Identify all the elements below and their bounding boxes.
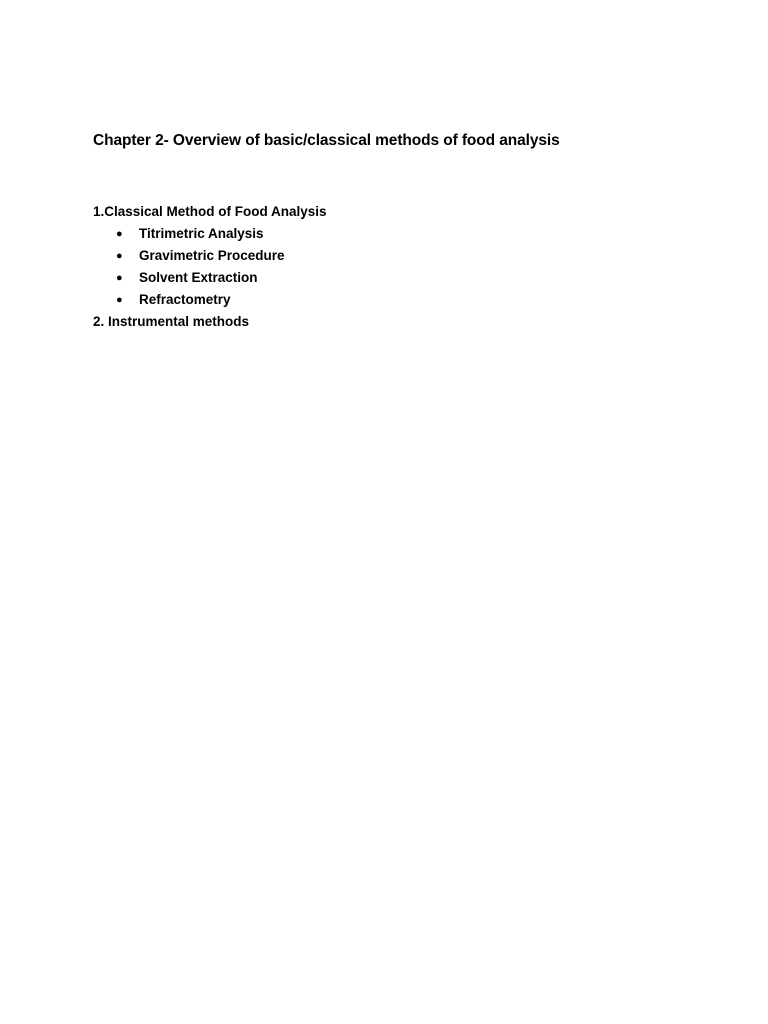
document-body	[93, 201, 327, 333]
bullet-icon: ●	[116, 250, 123, 262]
bullet-icon: ●	[116, 228, 123, 240]
section-heading-instrumental: 2. Instrumental methods	[93, 314, 250, 329]
section-heading-classical: 1.Classical Method of Food Analysis	[93, 204, 327, 219]
bullet-icon: ●	[116, 272, 123, 284]
list-item	[93, 267, 327, 289]
list-item	[93, 245, 327, 267]
list-item-label: Solvent Extraction	[139, 270, 258, 285]
list-item-label: Titrimetric Analysis	[139, 226, 264, 241]
chapter-title: Chapter 2- Overview of basic/classical methods of food analysis	[93, 132, 560, 149]
list-item-label: Gravimetric Procedure	[139, 248, 285, 263]
bullet-icon: ●	[116, 294, 123, 306]
classical-methods-list	[93, 223, 327, 311]
list-item	[93, 289, 327, 311]
list-item	[93, 223, 327, 245]
list-item-label: Refractometry	[139, 292, 231, 307]
